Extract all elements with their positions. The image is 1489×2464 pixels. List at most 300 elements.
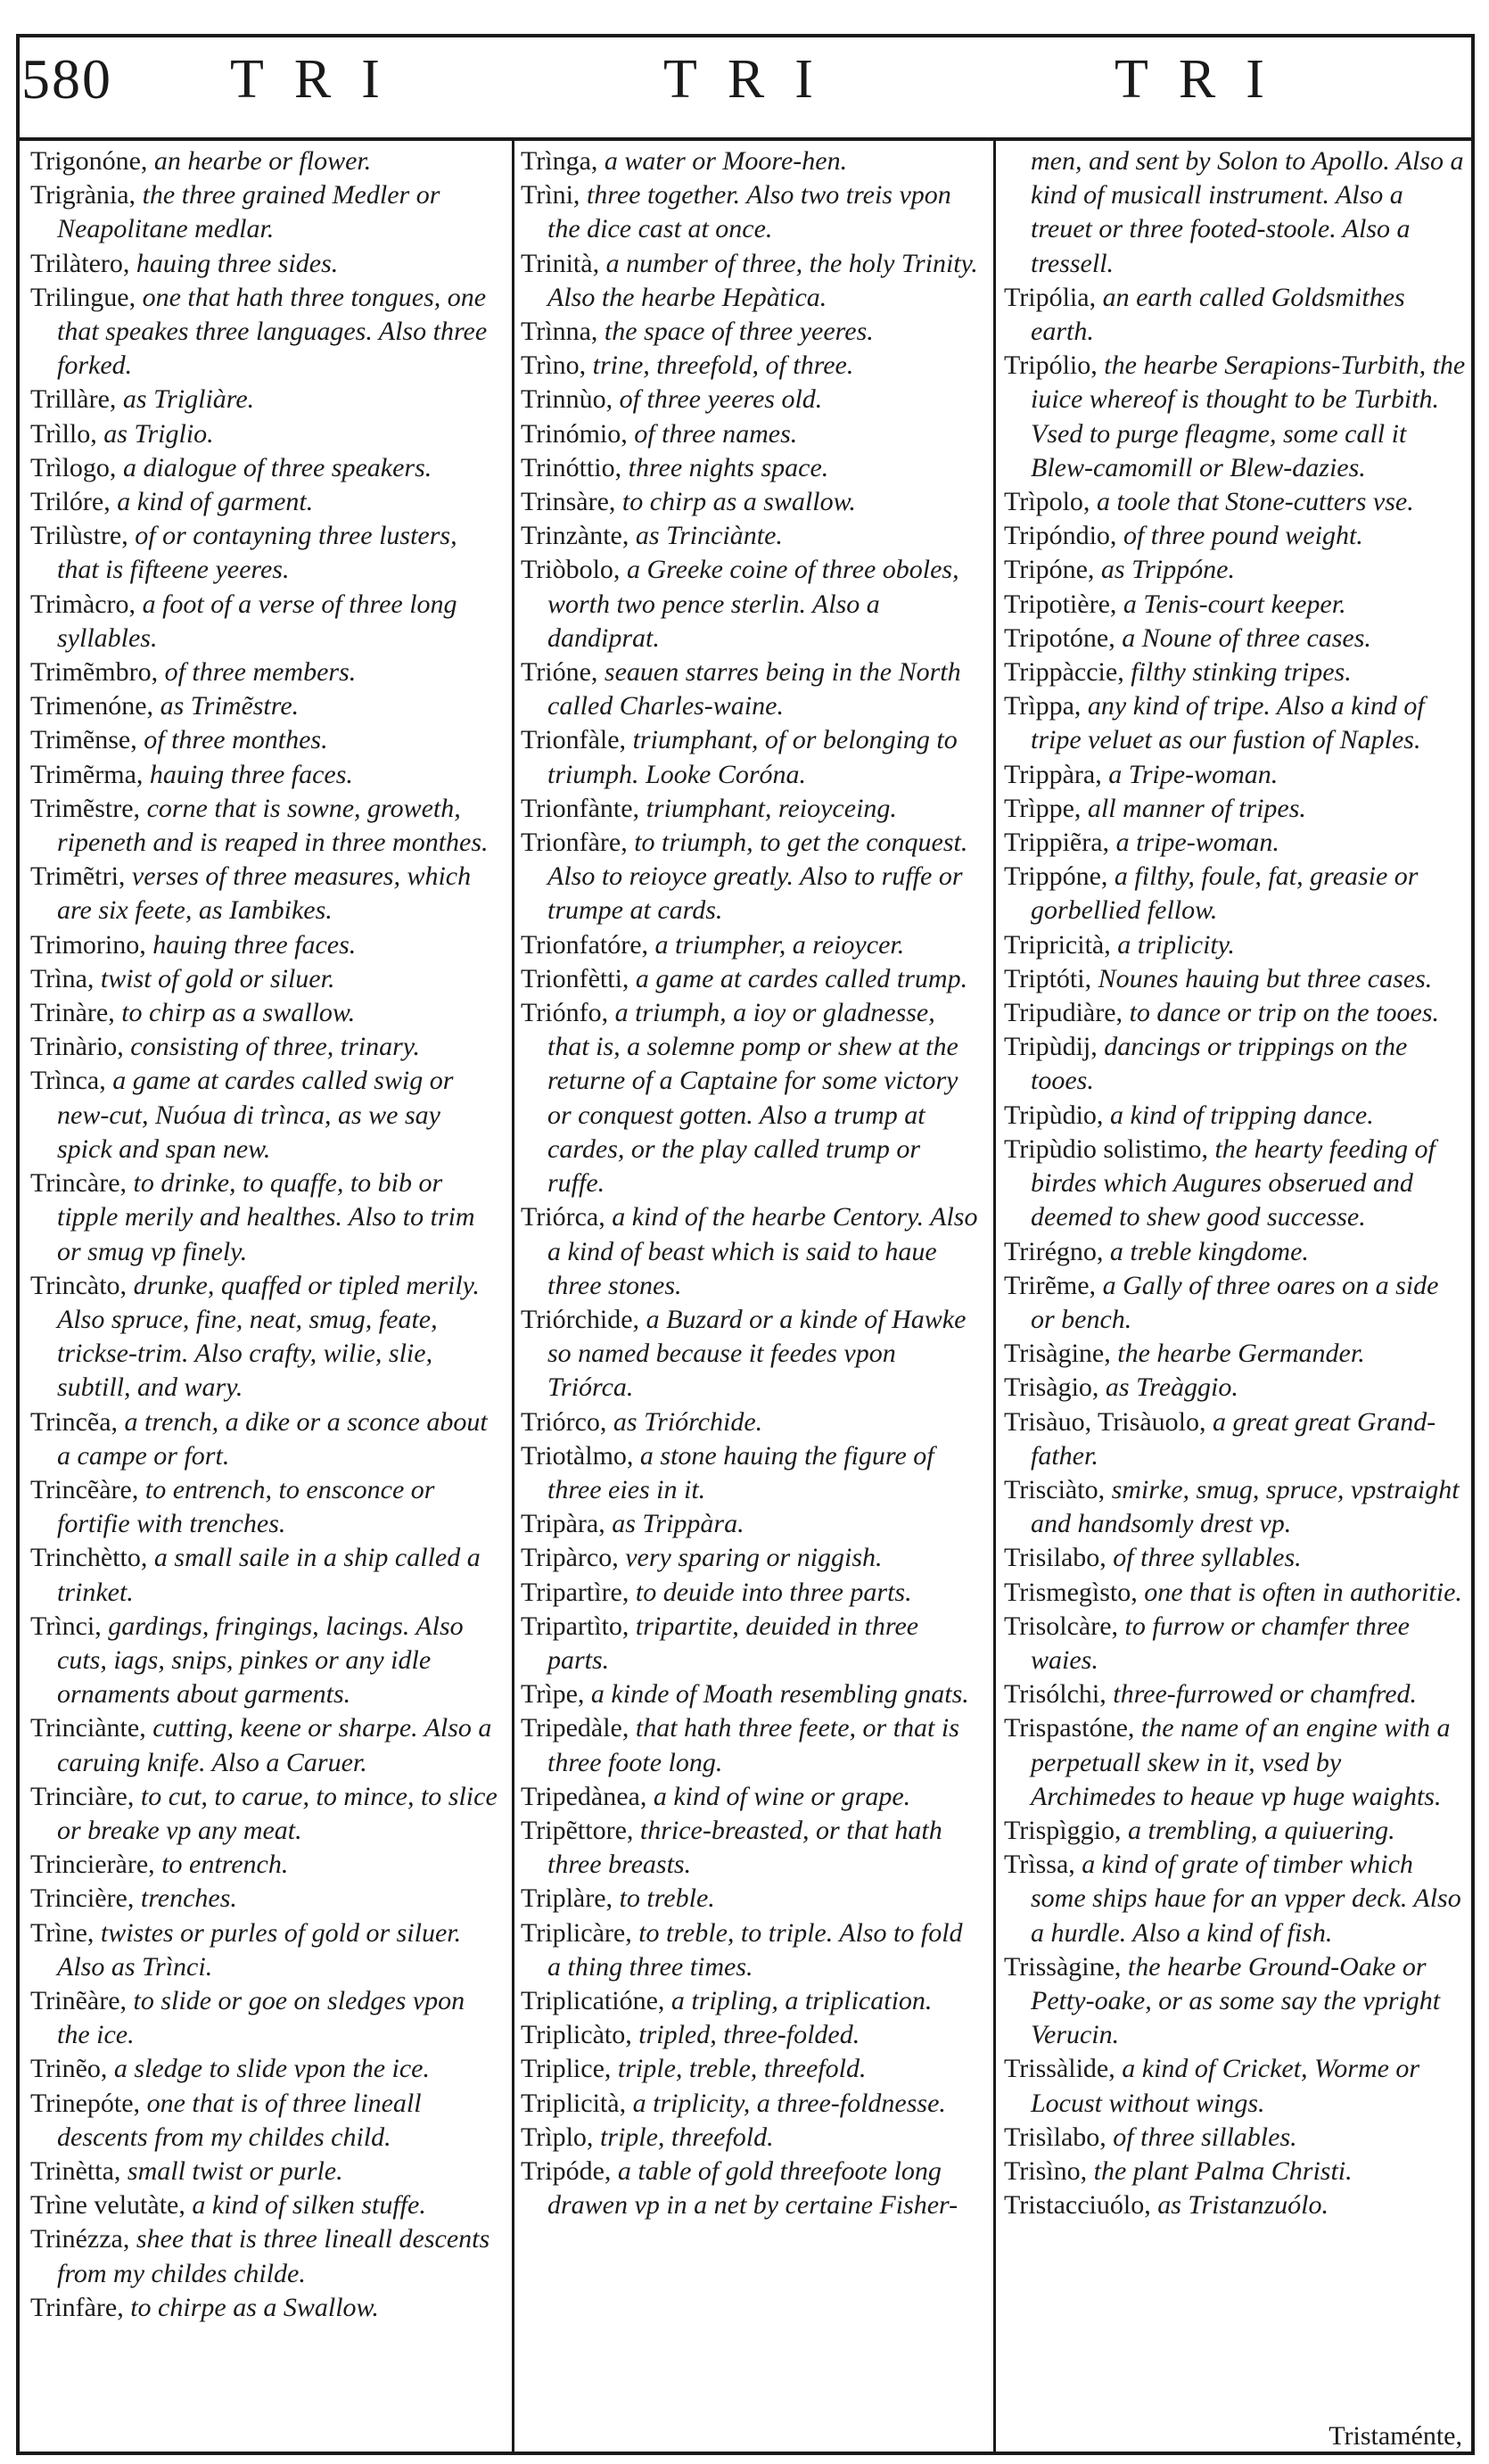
entry-definition: a trench, a dike or a sconce about a campe or fort. xyxy=(57,1406,488,1471)
entry-definition: a Tripe-woman. xyxy=(1101,759,1279,789)
entry-definition: three together. Also two treis vpon the dice cast at once. xyxy=(547,180,951,244)
entry-definition: verses of three measures, which are six feete, as Iambikes. xyxy=(57,861,472,926)
dictionary-entry xyxy=(521,519,983,553)
entry-headword: Trincieràre, xyxy=(30,1850,155,1880)
dictionary-entry xyxy=(1004,485,1468,519)
entry-definition: a Gally of three oares on a side or bench. xyxy=(1031,1270,1439,1334)
entry-definition: filthy stinking tripes. xyxy=(1123,657,1352,688)
dictionary-entry xyxy=(30,2087,501,2155)
entry-headword: Trìne velutàte, xyxy=(30,2190,185,2221)
entry-headword: Triórca, xyxy=(521,1202,605,1232)
entry-definition: three-furrowed or chamfred. xyxy=(1106,1679,1418,1710)
entry-definition: corne that is sowne, groweth, ripeneth and is reaped in three monthes. xyxy=(57,793,489,858)
entry-headword: Triplicatióne, xyxy=(521,1985,665,2015)
entry-definition: to slide or goe on sledges vpon the ice. xyxy=(57,1985,465,2050)
entry-headword: Trióne, xyxy=(521,657,598,688)
entry-headword: Trionfàre, xyxy=(521,828,628,858)
dictionary-entry xyxy=(521,1916,983,1984)
dictionary-entry xyxy=(30,451,501,485)
dictionary-entry xyxy=(521,996,983,1200)
dictionary-entry xyxy=(521,247,983,315)
entry-headword: Trionfàle, xyxy=(521,725,627,755)
dictionary-entry xyxy=(1004,655,1468,689)
dictionary-entry xyxy=(521,1882,983,1916)
dictionary-entry xyxy=(1004,758,1468,792)
dictionary-entry xyxy=(1004,1133,1468,1235)
dictionary-entry xyxy=(1004,1677,1468,1711)
entry-headword: Trisólchi, xyxy=(1004,1679,1106,1710)
entry-headword: Trinóttio, xyxy=(521,452,622,482)
dictionary-entry xyxy=(1004,2155,1468,2188)
entry-headword: Trilàtero, xyxy=(30,248,130,278)
dictionary-entry xyxy=(30,1882,501,1916)
entry-headword: Tripedànea, xyxy=(521,1781,647,1811)
entry-headword: Trisàgio, xyxy=(1004,1372,1099,1403)
dictionary-entry xyxy=(30,1473,501,1541)
entry-definition: of three syllables. xyxy=(1106,1543,1302,1573)
entry-headword: Trionfètti, xyxy=(521,963,629,993)
dictionary-entry xyxy=(521,383,983,416)
entry-definition: a kind of garment. xyxy=(110,487,314,517)
entry-headword: Trincière, xyxy=(30,1883,135,1914)
entry-definition: a kind of wine or grape. xyxy=(646,1781,911,1811)
entry-headword: Trionfatóre, xyxy=(521,929,649,960)
entry-headword: Trinẽo, xyxy=(30,2054,108,2084)
dictionary-entry xyxy=(1004,1950,1468,2053)
dictionary-entry xyxy=(1004,1030,1468,1098)
entry-definition: triple, threefold. xyxy=(593,2122,774,2152)
dictionary-entry xyxy=(1004,792,1468,826)
entry-headword: Trinàre, xyxy=(30,998,115,1028)
entry-definition: an hearbe or flower. xyxy=(147,146,372,176)
dictionary-entry xyxy=(1004,860,1468,927)
dictionary-entry xyxy=(1004,1371,1468,1405)
entry-headword: Trippóne, xyxy=(1004,861,1108,892)
column-2 xyxy=(521,144,983,2455)
entry-headword: Triórco, xyxy=(521,1406,607,1437)
entry-definition: as Triórchide. xyxy=(606,1406,763,1437)
entry-headword: Trionfànte, xyxy=(521,793,640,823)
entry-definition: one that is often in authoritie. xyxy=(1137,1577,1462,1607)
dictionary-entry xyxy=(30,588,501,655)
entry-headword: Trippàra, xyxy=(1004,759,1102,789)
entry-definition: cutting, keene or sharpe. Also a caruing knife. Also a Caruer. xyxy=(57,1713,492,1777)
entry-definition: a kind of Cricket, Worme or Locust without wings. xyxy=(1031,2054,1420,2118)
entry-headword: Tripóde, xyxy=(521,2155,612,2186)
entry-definition: of three yeeres old. xyxy=(613,384,823,415)
entry-definition: the hearty feeding of birdes which Augures obserued and deemed to shew good successe. xyxy=(1031,1133,1436,1232)
dictionary-entry xyxy=(1004,2121,1468,2155)
entry-headword: Triòbolo, xyxy=(521,555,621,585)
entry-headword: Trimẽrma, xyxy=(30,759,144,789)
entry-definition: as Trigliàre. xyxy=(116,384,255,415)
dictionary-entry xyxy=(30,2222,501,2290)
entry-headword: Tripólio, xyxy=(1004,350,1098,381)
entry-definition: triumphant, of or belonging to triumph. Looke Coróna. xyxy=(547,725,958,789)
entry-headword: Triplicàto, xyxy=(521,2020,632,2050)
entry-headword: Tripudiàre, xyxy=(1004,998,1123,1028)
entry-headword: Trìssa, xyxy=(1004,1850,1075,1880)
dictionary-entry xyxy=(1004,588,1468,622)
dictionary-entry xyxy=(521,1677,983,1711)
entry-definition: a great great Grand-father. xyxy=(1031,1406,1436,1471)
entry-definition: a number of three, the holy Trinity. Also the hearbe Hepàtica. xyxy=(547,248,978,312)
dictionary-entry xyxy=(30,485,501,519)
entry-headword: Trìno, xyxy=(521,350,587,381)
guide-word-left: TRI xyxy=(230,49,410,110)
entry-headword: Trisìno, xyxy=(1004,2155,1088,2186)
dictionary-entry xyxy=(521,2155,983,2222)
entry-headword: Trinnùo, xyxy=(521,384,613,415)
dictionary-entry xyxy=(521,1405,983,1439)
entry-headword: Trigrània, xyxy=(30,180,136,210)
dictionary-entry xyxy=(521,553,983,655)
entry-definition: to drinke, to quaffe, to bib or tipple merily and healthes. Also to trim or smug vp finely. xyxy=(57,1168,475,1266)
dictionary-entry xyxy=(30,860,501,927)
entry-headword: Trissàlide, xyxy=(1004,2054,1115,2084)
entry-headword: Trimẽnse, xyxy=(30,725,137,755)
column-3 xyxy=(1004,144,1468,2455)
entry-headword: Trissàgine, xyxy=(1004,1951,1122,1982)
entry-definition: the plant Palma Christi. xyxy=(1087,2155,1353,2186)
entry-definition: of three pound weight. xyxy=(1116,521,1363,551)
entry-headword: Triónfo, xyxy=(521,998,609,1028)
dictionary-entry xyxy=(30,519,501,587)
dictionary-entry xyxy=(1004,622,1468,655)
dictionary-entry xyxy=(1004,962,1468,996)
entry-definition: trenches. xyxy=(134,1883,237,1914)
dictionary-entry xyxy=(1004,1814,1468,1848)
dictionary-entry xyxy=(30,962,501,996)
dictionary-entry xyxy=(521,1711,983,1779)
entry-definition: hauing three faces. xyxy=(145,929,357,960)
dictionary-entry xyxy=(521,451,983,485)
entry-definition: three nights space. xyxy=(621,452,829,482)
entry-definition: a trembling, a quiuering. xyxy=(1121,1815,1395,1845)
entry-definition: one that hath three tongues, one that speakes three languages. Also three forked. xyxy=(57,282,488,381)
entry-definition: the hearbe Ground-Oake or Petty-oake, or as some say the vpright Verucin. xyxy=(1031,1951,1441,2050)
dictionary-entry xyxy=(30,2188,501,2222)
page-number: 580 xyxy=(21,47,112,111)
entry-definition: the hearbe Germander. xyxy=(1110,1339,1365,1369)
entry-definition: of three sillables. xyxy=(1106,2122,1297,2152)
dictionary-entry xyxy=(30,383,501,416)
entry-definition: to chirp as a swallow. xyxy=(114,998,356,1028)
entry-definition: shee that is three lineall descents from my childes childe. xyxy=(57,2224,490,2288)
entry-headword: Trìllo, xyxy=(30,418,97,449)
entry-definition: the hearbe Serapions-Turbith, the iuice whereof is thought to be Turbith. Vsed to purge fleagme, some call it Blew-camomill or Blew-dazies. xyxy=(1031,350,1466,482)
entry-definition: a tripe-woman. xyxy=(1109,828,1279,858)
entry-definition: a table of gold threefoote long drawen vp in a net by certaine Fisher- xyxy=(547,2155,958,2221)
entry-definition: a stone hauing the figure of three eies in it. xyxy=(547,1440,934,1504)
entry-headword: Trìplo, xyxy=(521,2122,594,2152)
entry-headword: Triplice, xyxy=(521,2054,612,2084)
entry-definition: twistes or purles of gold or siluer. Also as Trìnci. xyxy=(57,1917,462,1982)
entry-definition: twist of gold or siluer. xyxy=(94,963,335,993)
entry-headword: Trinézza, xyxy=(30,2224,130,2254)
entry-headword: Trinciàre, xyxy=(30,1781,135,1811)
entry-headword: Triórchide, xyxy=(521,1304,640,1334)
dictionary-entry xyxy=(1004,928,1468,962)
column-rule xyxy=(512,137,514,2455)
entry-headword: Tripùdio, xyxy=(1004,1100,1104,1130)
entry-headword: Trisilabo, xyxy=(1004,1543,1106,1573)
entry-definition: a Buzard or a kinde of Hawke so named because it feedes vpon Triórca. xyxy=(547,1304,967,1403)
entry-headword: Trìpolo, xyxy=(1004,487,1090,517)
entry-headword: Tripùdij, xyxy=(1004,1032,1098,1062)
column-rule xyxy=(993,137,996,2455)
dictionary-entry xyxy=(30,723,501,757)
entry-definition: drunke, quaffed or tipled merily. Also spruce, fine, neat, smug, feate, trickse-trim. Also crafty, wilie, slie, subtill, and wary. xyxy=(57,1270,480,1403)
dictionary-entry xyxy=(1004,519,1468,553)
entry-definition: the name of an engine with a perpetuall skew in it, vsed by Archimedes to heaue vp huge waights. xyxy=(1031,1713,1451,1811)
entry-definition: any kind of tripe. Also a kind of tripe veluet as our fustion of Naples. xyxy=(1031,691,1425,755)
entry-headword: Trippàccie, xyxy=(1004,657,1124,688)
entry-definition: as Treàggio. xyxy=(1098,1372,1238,1403)
entry-headword: Trìni, xyxy=(521,180,580,210)
dictionary-entry xyxy=(1004,1473,1468,1541)
dictionary-entry xyxy=(1004,2188,1468,2222)
entry-definition: very sparing or niggish. xyxy=(618,1543,883,1573)
entry-definition: a sledge to slide vpon the ice. xyxy=(107,2054,430,2084)
dictionary-entry xyxy=(30,996,501,1030)
entry-headword: Trìlogo, xyxy=(30,452,117,482)
entry-headword: Trisàgine, xyxy=(1004,1339,1111,1369)
page-header xyxy=(16,34,1475,141)
entry-definition: a kind of the hearbe Centory. Also a kind of beast which is said to haue three stones. xyxy=(547,1202,978,1300)
entry-definition: to entrench, to ensconce or fortifie with trenches. xyxy=(57,1474,435,1539)
entry-headword: Tripàra, xyxy=(521,1509,605,1539)
entry-headword: Trimorino, xyxy=(30,929,146,960)
entry-definition: as Tristanzuólo. xyxy=(1150,2190,1329,2221)
entry-headword: Trinità, xyxy=(521,248,600,278)
dictionary-entry xyxy=(1004,996,1468,1030)
entry-definition: a small saile in a ship called a trinket. xyxy=(57,1543,481,1607)
entry-headword: Trisolcàre, xyxy=(1004,1611,1119,1641)
dictionary-entry xyxy=(1004,553,1468,587)
catchword: Tristaménte, xyxy=(1329,2421,1462,2451)
entry-definition: to dance or trip on the tooes. xyxy=(1123,998,1440,1028)
entry-definition: a kind of silken stuffe. xyxy=(185,2190,426,2221)
dictionary-entry xyxy=(521,962,983,996)
dictionary-entry xyxy=(521,792,983,826)
dictionary-entry xyxy=(1004,1541,1468,1575)
dictionary-entry xyxy=(30,417,501,451)
dictionary-entry xyxy=(30,1166,501,1269)
entry-definition: a toole that Stone-cutters vse. xyxy=(1090,487,1414,517)
entry-headword: Tripólia, xyxy=(1004,282,1097,312)
dictionary-entry xyxy=(521,1814,983,1882)
entry-definition: of or contayning three lusters, that is fifteene yeeres. xyxy=(57,521,457,585)
dictionary-entry xyxy=(30,689,501,723)
dictionary-entry xyxy=(30,178,501,246)
dictionary-entry xyxy=(30,281,501,383)
dictionary-entry xyxy=(521,315,983,349)
dictionary-entry xyxy=(30,1064,501,1166)
dictionary-entry xyxy=(521,2087,983,2121)
entry-definition: a game at cardes called trump. xyxy=(629,963,968,993)
dictionary-entry xyxy=(30,144,501,178)
entry-headword: Trìnci, xyxy=(30,1611,102,1641)
dictionary-entry xyxy=(521,417,983,451)
entry-headword: Trinsàre, xyxy=(521,487,616,517)
dictionary-entry xyxy=(521,723,983,791)
entry-headword: Triplicità, xyxy=(521,2088,627,2118)
entry-definition: one that is of three lineall descents from my childes child. xyxy=(57,2088,422,2152)
entry-definition: to cut, to carue, to mince, to slice or breake vp any meat. xyxy=(57,1781,498,1845)
dictionary-entry xyxy=(521,178,983,246)
entry-headword: Trimàcro, xyxy=(30,589,136,619)
entry-definition: to furrow or chamfer three waies. xyxy=(1031,1611,1410,1675)
entry-definition: to chirp as a swallow. xyxy=(615,487,856,517)
dictionary-entry xyxy=(521,826,983,928)
dictionary-entry xyxy=(521,2018,983,2052)
dictionary-entry xyxy=(30,1269,501,1405)
entry-definition: as Trinciànte. xyxy=(629,521,783,551)
entry-headword: Trinchètto, xyxy=(30,1543,148,1573)
dictionary-entry xyxy=(30,1541,501,1609)
entry-headword: Trìnga, xyxy=(521,146,598,176)
entry-headword: Tripricità, xyxy=(1004,929,1111,960)
entry-headword: Trinepóte, xyxy=(30,2088,141,2118)
entry-definition: tripled, three-folded. xyxy=(631,2020,860,2050)
dictionary-entry xyxy=(30,1780,501,1848)
entry-headword: Trincẽa, xyxy=(30,1406,119,1437)
entry-definition: thrice-breasted, or that hath three breasts. xyxy=(547,1815,942,1880)
entry-definition: a Noune of three cases. xyxy=(1115,622,1371,653)
columns xyxy=(16,137,1475,2455)
entry-definition: as Trippóne. xyxy=(1094,555,1235,585)
dictionary-entry xyxy=(521,655,983,723)
entry-definition: consisting of three, trinary. xyxy=(123,1032,420,1062)
entry-definition: dancings or trippings on the tooes. xyxy=(1031,1032,1408,1096)
dictionary-entry xyxy=(521,144,983,178)
dictionary-entry xyxy=(30,1030,501,1064)
entry-definition: smirke, smug, spruce, vpstraight and handsomly drest vp. xyxy=(1031,1474,1460,1539)
dictionary-entry xyxy=(1004,1610,1468,1677)
dictionary-entry xyxy=(521,2052,983,2086)
dictionary-entry xyxy=(30,758,501,792)
dictionary-page xyxy=(16,34,1475,2455)
entry-headword: Trirégno, xyxy=(1004,1236,1104,1266)
dictionary-entry xyxy=(1004,1337,1468,1371)
entry-headword: Trìnca, xyxy=(30,1066,106,1096)
guide-word-center: TRI xyxy=(663,49,843,110)
entry-definition: a kind of tripping dance. xyxy=(1103,1100,1374,1130)
entry-definition: hauing three sides. xyxy=(129,248,339,278)
dictionary-entry xyxy=(521,1576,983,1610)
entry-definition: of three monthes. xyxy=(136,725,328,755)
entry-headword: Tripotóne, xyxy=(1004,622,1115,653)
entry-headword: Trilóre, xyxy=(30,487,111,517)
entry-headword: Trirẽme, xyxy=(1004,1270,1097,1300)
entry-headword: Trisàuo, Trisàuolo, xyxy=(1004,1406,1206,1437)
entry-headword: Trimẽtri, xyxy=(30,861,126,892)
entry-definition: triumphant, reioyceing. xyxy=(639,793,897,823)
dictionary-entry xyxy=(30,1711,501,1779)
entry-definition: to deuide into three parts. xyxy=(629,1577,912,1607)
entry-definition: as Triglio. xyxy=(96,418,214,449)
entry-headword: Tripẽttore, xyxy=(521,1815,634,1845)
dictionary-entry xyxy=(521,1439,983,1507)
dictionary-entry xyxy=(30,1916,501,1984)
entry-definition: the space of three yeeres. xyxy=(597,317,874,347)
entry-definition: all manner of tripes. xyxy=(1081,793,1306,823)
entry-definition: a Tenis-court keeper. xyxy=(1116,589,1346,619)
dictionary-entry xyxy=(30,247,501,281)
dictionary-entry xyxy=(30,1405,501,1473)
entry-headword: Trìpe, xyxy=(521,1679,585,1710)
entry-definition: a kinde of Moath resembling gnats. xyxy=(584,1679,969,1710)
entry-definition: hauing three faces. xyxy=(143,759,353,789)
entry-headword: Tripartìre, xyxy=(521,1577,629,1607)
entry-definition: as Trippàra. xyxy=(605,1509,744,1539)
entry-headword: Trinzànte, xyxy=(521,521,629,551)
entry-definition: a water or Moore-hen. xyxy=(597,146,848,176)
entry-definition: the three grained Medler or Neapolitane medlar. xyxy=(57,180,440,244)
dictionary-entry xyxy=(521,349,983,383)
dictionary-entry xyxy=(1004,144,1468,281)
entry-headword: Trìna, xyxy=(30,963,95,993)
dictionary-entry xyxy=(521,2121,983,2155)
entry-headword: Trisciàto, xyxy=(1004,1474,1106,1504)
entry-headword: Triplicàre, xyxy=(521,1917,632,1948)
dictionary-entry xyxy=(1004,826,1468,860)
guide-word-right: TRI xyxy=(1115,49,1295,110)
entry-definition: to treble. xyxy=(613,1883,715,1914)
entry-definition: small twist or purle. xyxy=(120,2155,343,2186)
entry-definition: a tripling, a triplication. xyxy=(664,1985,933,2015)
entry-headword: Trincàre, xyxy=(30,1168,128,1199)
entry-definition: a Greeke coine of three oboles, worth two pence sterlin. Also a dandiprat. xyxy=(547,555,959,653)
entry-headword: Tripàrco, xyxy=(521,1543,619,1573)
entry-definition: of three names. xyxy=(627,418,798,449)
entry-headword: Trinómio, xyxy=(521,418,628,449)
dictionary-entry xyxy=(30,792,501,860)
dictionary-entry xyxy=(521,1610,983,1677)
entry-definition: that hath three feete, or that is three foote long. xyxy=(547,1713,959,1777)
dictionary-entry xyxy=(521,1780,983,1814)
entry-definition: to triumph, to get the conquest. Also to reioyce greatly. Also to ruffe or trumpe at cards. xyxy=(547,828,968,926)
entry-definition: a triplicity, a three-foldnesse. xyxy=(626,2088,946,2118)
entry-headword: Trinciànte, xyxy=(30,1713,146,1743)
entry-headword: Trimenóne, xyxy=(30,691,154,721)
dictionary-entry xyxy=(1004,689,1468,757)
dictionary-entry xyxy=(1004,1235,1468,1269)
entry-definition: a filthy, foule, fat, greasie or gorbellied fellow. xyxy=(1031,861,1419,926)
entry-headword: Trismegìsto, xyxy=(1004,1577,1138,1607)
entry-headword: Trincàto, xyxy=(30,1270,128,1300)
dictionary-entry xyxy=(1004,1099,1468,1133)
entry-headword: Tripóndio, xyxy=(1004,521,1117,551)
entry-headword: Trìppe, xyxy=(1004,793,1082,823)
dictionary-entry xyxy=(1004,281,1468,349)
entry-headword: Trimẽstre, xyxy=(30,793,141,823)
dictionary-entry xyxy=(1004,1405,1468,1473)
entry-headword: Trinẽàre, xyxy=(30,1985,128,2015)
entry-definition: gardings, fringings, lacings. Also cuts, iags, snips, pinkes or any idle ornaments about garments. xyxy=(57,1611,464,1710)
dictionary-entry xyxy=(1004,1576,1468,1610)
entry-headword: Trinfàre, xyxy=(30,2292,124,2322)
entry-definition: a triplicity. xyxy=(1110,929,1235,960)
dictionary-entry xyxy=(521,928,983,962)
dictionary-entry xyxy=(521,1200,983,1303)
entry-definition: a game at cardes called swig or new-cut, Nuóua di trìnca, as we say spick and span new. xyxy=(57,1066,454,1164)
dictionary-entry xyxy=(521,1984,983,2018)
dictionary-entry xyxy=(521,1507,983,1541)
entry-headword: Trisìlabo, xyxy=(1004,2122,1106,2152)
entry-definition: trine, threefold, of three. xyxy=(586,350,854,381)
